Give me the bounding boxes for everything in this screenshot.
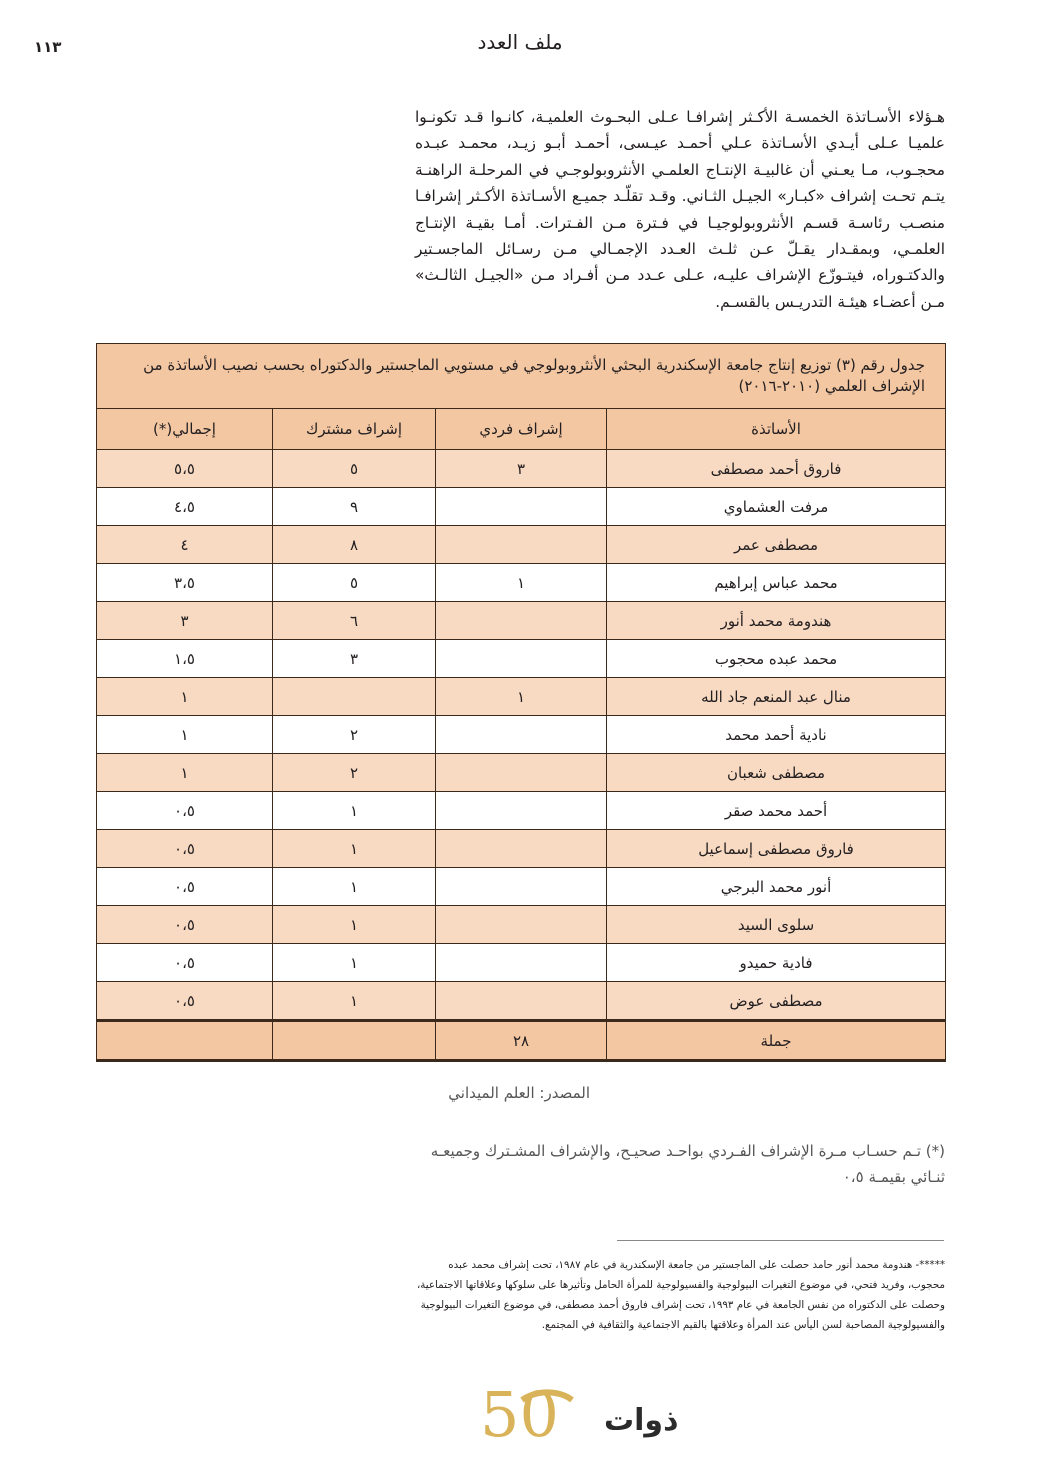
logo-text: ذوات bbox=[604, 1403, 679, 1438]
table-header-row bbox=[97, 409, 946, 450]
cell-total: ٠،٥ bbox=[97, 982, 273, 1021]
table-row bbox=[97, 564, 946, 602]
cell-professor: منال عبد المنعم جاد الله bbox=[607, 678, 946, 716]
cell-individual bbox=[436, 944, 607, 982]
total-joint bbox=[273, 1021, 436, 1061]
cell-joint: ٢ bbox=[273, 754, 436, 792]
total-individual: ٢٨ bbox=[436, 1021, 607, 1061]
table-total-row bbox=[97, 1021, 946, 1061]
cell-individual bbox=[436, 488, 607, 526]
cell-professor: محمد عبده محجوب bbox=[607, 640, 946, 678]
logo-number: 50 bbox=[480, 1378, 559, 1451]
intro-paragraph: هـؤلاء الأسـاتذة الخمسـة الأكـثر إشرافـا عـلى البحـوث العلميـة، كانـوا قـد تكونـوا علميـا عـلى أيـدي الأسـاتذة عـلي أحمـد عيـسى، أحمـد أبـو زيـد، محمـد عبـده محجـوب، مـا يعـني أن غالبيـة الإنتـاج العلمـي الأنثروبولوجـي في المرحلـة الراهنـة يتـم تحـت إشراف «كبـار» الجيـل الثـاني. وقـد تقلّـد جميـع الأسـاتذة الأكـثر إشرافـا منصـب رئاسـة قسـم الأنثروبولوجيـا في فـترة مـن الفـترات. أمـا بقيـة الإنتـاج العلمـي، وبمقـدار يقـلّ عـن ثلـث العـدد الإجمـالي مـن رسـائل الماجسـتير والدكتـوراه، فيتـوزّع الإشراف عليـه، عـلى عـدد مـن أفـراد مـن «الجيـل الثالـث» مـن أعضـاء هيئـة التدريـس بالقسـم. bbox=[415, 108, 945, 311]
header-professor: الأساتذة bbox=[607, 409, 946, 450]
footnote-divider bbox=[617, 1240, 944, 1241]
footnote: *****- هندومة محمد أنور حامد حصلت على الماجستير من جامعة الإسكندرية في عام ١٩٨٧، تحت إشراف محمد عبده محجوب، وفريد فتحي، في موضوع التغيرات البيولوجية والفسيولوجية للمرأة الحامل وتأثيرها على سلوكها وعلاقاتها الاجتماعية، وحصلت على الدكتوراه من نفس الجامعة في عام ١٩٩٣، تحت إشراف فاروق أحمد مصطفى، في موضوع التغيرات البيولوجية والفسيولوجية المصاحبة لسن اليأس عند المرأة وعلاقتها بالقيم الاجتماعية والثقافية في المجتمع. bbox=[416, 1259, 945, 1331]
cell-total: ٠،٥ bbox=[97, 830, 273, 868]
cell-total: ٤ bbox=[97, 526, 273, 564]
cell-total: ٠،٥ bbox=[97, 792, 273, 830]
table-row bbox=[97, 830, 946, 868]
table-row bbox=[97, 792, 946, 830]
cell-joint: ١ bbox=[273, 944, 436, 982]
total-total bbox=[97, 1021, 273, 1061]
cell-total: ٠،٥ bbox=[97, 906, 273, 944]
table-body bbox=[97, 450, 946, 1021]
cell-professor: فاروق مصطفى إسماعيل bbox=[607, 830, 946, 868]
cell-joint: ١ bbox=[273, 830, 436, 868]
cell-total: ٤،٥ bbox=[97, 488, 273, 526]
cell-individual: ١ bbox=[436, 564, 607, 602]
cell-joint: ٥ bbox=[273, 450, 436, 488]
cell-joint: ١ bbox=[273, 868, 436, 906]
cell-professor: نادية أحمد محمد bbox=[607, 716, 946, 754]
table-row bbox=[97, 640, 946, 678]
cell-joint: ١ bbox=[273, 982, 436, 1021]
cell-professor: مصطفى عمر bbox=[607, 526, 946, 564]
cell-individual: ٣ bbox=[436, 450, 607, 488]
table-row bbox=[97, 716, 946, 754]
cell-individual bbox=[436, 602, 607, 640]
cell-individual bbox=[436, 868, 607, 906]
table-row bbox=[97, 488, 946, 526]
cell-professor: مصطفى عوض bbox=[607, 982, 946, 1021]
cell-professor: فاروق أحمد مصطفى bbox=[607, 450, 946, 488]
header-joint: إشراف مشترك bbox=[273, 409, 436, 450]
cell-professor: هندومة محمد أنور bbox=[607, 602, 946, 640]
cell-joint: ٩ bbox=[273, 488, 436, 526]
total-label: جملة bbox=[607, 1021, 946, 1061]
table-row bbox=[97, 982, 946, 1021]
cell-professor: محمد عباس إبراهيم bbox=[607, 564, 946, 602]
cell-joint bbox=[273, 678, 436, 716]
calculation-note: (*) تـم حسـاب مـرة الإشراف الفـردي بواحـد صحيـح، والإشراف المشـترك وجميعـه ثنـائي بقيمـة ٠،٥ bbox=[430, 1142, 945, 1186]
cell-total: ١ bbox=[97, 678, 273, 716]
cell-joint: ٨ bbox=[273, 526, 436, 564]
cell-professor: مصطفى شعبان bbox=[607, 754, 946, 792]
table-row bbox=[97, 678, 946, 716]
cell-joint: ٢ bbox=[273, 716, 436, 754]
cell-total: ١ bbox=[97, 754, 273, 792]
cell-total: ٣،٥ bbox=[97, 564, 273, 602]
section-title: ملف العدد bbox=[477, 30, 563, 54]
cell-professor: أنور محمد البرجي bbox=[607, 868, 946, 906]
cell-individual bbox=[436, 830, 607, 868]
header-individual: إشراف فردي bbox=[436, 409, 607, 450]
cell-individual bbox=[436, 526, 607, 564]
table-row bbox=[97, 754, 946, 792]
cell-individual: ١ bbox=[436, 678, 607, 716]
table-caption-row bbox=[97, 344, 946, 409]
cell-professor: فادية حميدو bbox=[607, 944, 946, 982]
table-row bbox=[97, 868, 946, 906]
table-caption: جدول رقم (٣) توزيع إنتاج جامعة الإسكندرية البحثي الأنثروبولوجي في مستويي الماجستير والدكتوراه بحسب نصيب الأساتذة من الإشراف العلمي (٢٠١٠-٢٠١٦) bbox=[97, 344, 946, 409]
cell-total: ٠،٥ bbox=[97, 944, 273, 982]
cell-joint: ١ bbox=[273, 792, 436, 830]
cell-total: ٣ bbox=[97, 602, 273, 640]
source-note: المصدر: العلم الميداني bbox=[448, 1084, 590, 1102]
cell-professor: أحمد محمد صقر bbox=[607, 792, 946, 830]
cell-professor: مرفت العشماوي bbox=[607, 488, 946, 526]
cell-joint: ٥ bbox=[273, 564, 436, 602]
cell-professor: سلوى السيد bbox=[607, 906, 946, 944]
cell-joint: ٦ bbox=[273, 602, 436, 640]
cell-individual bbox=[436, 640, 607, 678]
table-row bbox=[97, 944, 946, 982]
cell-individual bbox=[436, 982, 607, 1021]
cell-total: ١،٥ bbox=[97, 640, 273, 678]
table-row bbox=[97, 526, 946, 564]
cell-individual bbox=[436, 906, 607, 944]
header-total: إجمالي(*) bbox=[97, 409, 273, 450]
table-row bbox=[97, 906, 946, 944]
cell-joint: ١ bbox=[273, 906, 436, 944]
cell-individual bbox=[436, 754, 607, 792]
cell-total: ٠،٥ bbox=[97, 868, 273, 906]
page-number: ١١٣ bbox=[34, 38, 62, 56]
cell-individual bbox=[436, 792, 607, 830]
cell-individual bbox=[436, 716, 607, 754]
table-row bbox=[97, 602, 946, 640]
table-row bbox=[97, 450, 946, 488]
cell-joint: ٣ bbox=[273, 640, 436, 678]
supervision-table bbox=[96, 343, 946, 1062]
cell-total: ٥،٥ bbox=[97, 450, 273, 488]
cell-total: ١ bbox=[97, 716, 273, 754]
dhawat-logo bbox=[474, 1378, 679, 1451]
